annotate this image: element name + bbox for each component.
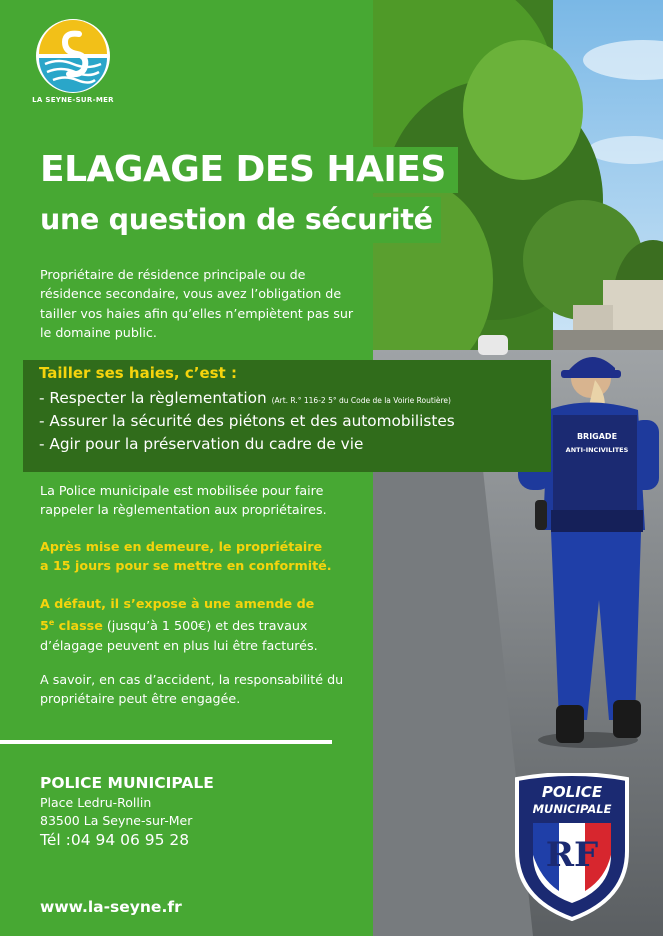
city-logo [25,18,121,104]
badge-text-police: POLICE [541,783,603,801]
rule-item-environment: - Agir pour la préservation du cadre de vie [39,435,364,453]
fine-amount: (jusqu’à 1 500€) et des travaux [102,618,308,634]
rule-item-regulation-text: - Respecter la règlementation [39,389,267,407]
fine-class-sup: e [48,618,55,628]
fine-class-number: 5 [40,618,49,634]
deadline-notice [40,537,370,576]
address-line2: 83500 La Seyne-sur-Mer [40,813,193,828]
liability-text: A savoir, en cas d’accident, la responsabilité du propriétaire peut être engagée. [40,672,344,707]
vest-label-anti-incivilites: ANTI-INCIVILITES [565,446,629,454]
fine-notice [40,594,370,655]
deadline-line1: Après mise en demeure, le propriétaire [40,539,323,554]
phone-number: Tél :04 94 06 95 28 [40,831,190,849]
badge-text-municipale: MUNICIPALE [532,802,612,816]
logo-text: LA SEYNE-SUR-MER [32,96,114,104]
badge-monogram: RF [545,835,599,875]
address-line1: Place Ledru-Rollin [40,795,152,810]
main-title: ELAGAGE DES HAIES [30,147,458,193]
subtitle: une question de sécurité [30,197,441,243]
website-link[interactable]: www.la-seyne.fr [40,898,182,916]
fine-line2 [40,613,370,636]
fine-line3: d’élagage peuvent en plus lui être facturés. [40,637,318,653]
fine-line1: A défaut, il s’expose à une amende de [40,596,315,611]
police-mobilised-text: La Police municipale est mobilisée pour faire rappeler la règlementation aux propriétaires. [40,483,327,518]
rules-box [23,360,551,472]
deadline-line2: a 15 jours pour se mettre en conformité. [40,558,332,574]
contact-title: POLICE MUNICIPALE [40,774,214,792]
rules-heading: Tailler ses haies, c’est : [39,364,237,382]
fine-class-word: classe [54,618,103,634]
divider [0,740,332,744]
rule-item-regulation-ref: (Art. R.° 116-2 5° du Code de la Voirie Routière) [271,396,451,405]
rule-item-safety: - Assurer la sécurité des piétons et des automobilistes [39,412,455,430]
rule-item-regulation [39,389,451,407]
police-badge [511,773,633,921]
la-seyne-logo-icon [35,18,111,94]
vest-label-brigade: BRIGADE [576,432,618,441]
intro-text: Propriétaire de résidence principale ou de résidence secondaire, vous avez l’obligation de tailler vos haies afin qu’elles n’empiètent pas sur le domaine public. [40,267,354,340]
